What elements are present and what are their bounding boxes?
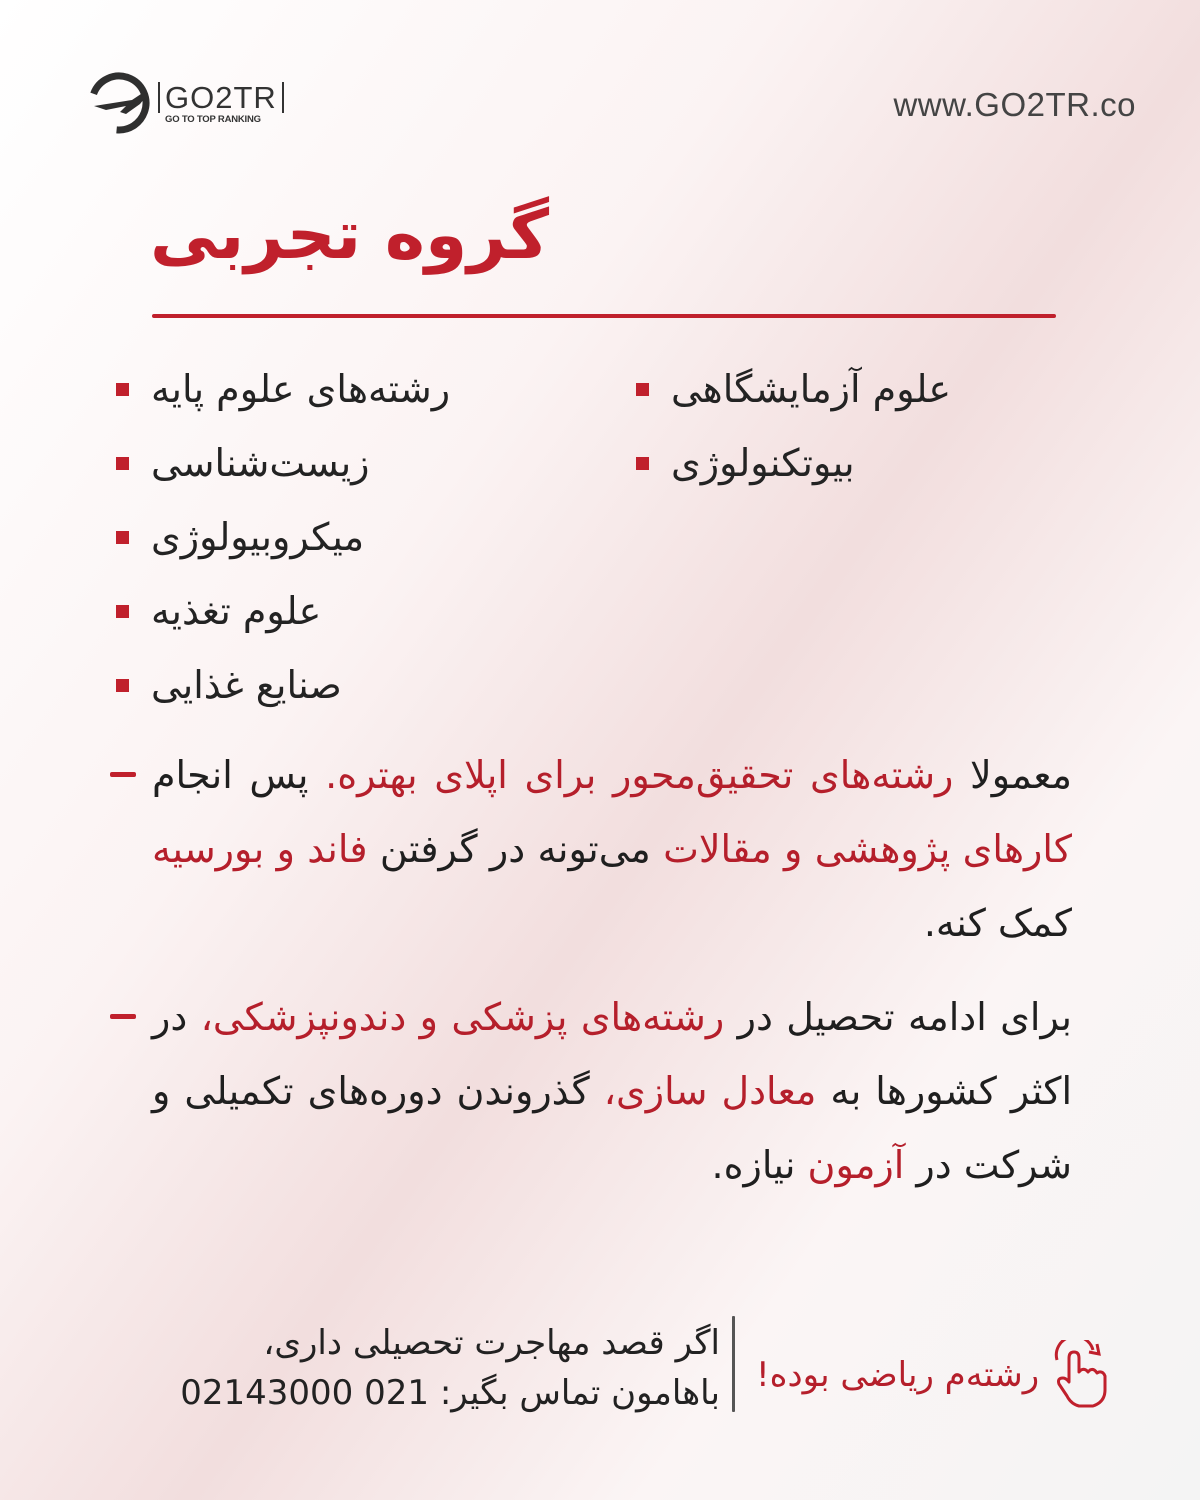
list-item-label: علوم تغذیه: [151, 589, 322, 633]
cta-link[interactable]: [756, 1340, 1111, 1410]
square-bullet-icon: [116, 383, 129, 396]
paragraph-segment: در اکثر کشورها به: [152, 995, 1072, 1113]
list-item: [636, 426, 1036, 500]
list-item: [116, 648, 516, 722]
paragraph-body: [152, 738, 1072, 960]
page-title: گروه تجربی: [150, 196, 550, 275]
brand-logo[interactable]: [86, 70, 284, 136]
list-item-label: میکروبیولوژی: [151, 515, 365, 559]
list-item: [116, 352, 516, 426]
list-item: [116, 500, 516, 574]
square-bullet-icon: [636, 457, 649, 470]
paragraph-segment: معمولا: [953, 753, 1073, 797]
contact-block: [60, 1318, 720, 1418]
contact-line: اگر قصد مهاجرت تحصیلی داری،: [263, 1323, 720, 1363]
logo-wordmark: [158, 79, 284, 125]
logo-name: GO2TR: [158, 82, 284, 113]
fields-list-right-column: [116, 352, 516, 722]
title-underline: [152, 314, 1056, 318]
research-paragraph: [110, 738, 1072, 960]
logo-tagline: GO TO TOP RANKING: [165, 113, 261, 125]
paragraph-highlight: فاند و بورسیه: [152, 827, 368, 871]
cta-label: رشته‌م ریاضی بوده!: [756, 1355, 1040, 1395]
list-item-label: صنایع غذایی: [151, 663, 342, 707]
airplane-logo-icon: [86, 70, 152, 136]
paragraph-segment: پس انجام: [152, 753, 326, 797]
square-bullet-icon: [636, 383, 649, 396]
square-bullet-icon: [116, 605, 129, 618]
square-bullet-icon: [116, 679, 129, 692]
paragraph-segment: می‌تونه در گرفتن: [367, 827, 664, 871]
paragraph-segment: گذروندن دوره‌های تکمیلی و شرکت در: [152, 1069, 1072, 1187]
paragraph-segment: کمک کنه.: [923, 901, 1072, 945]
dash-bullet-icon: [110, 772, 136, 777]
list-item-label: زیست‌شناسی: [151, 441, 370, 485]
paragraph-segment: نیازه.: [711, 1143, 808, 1187]
hand-pointer-icon: [1053, 1340, 1111, 1410]
medical-paragraph: [110, 980, 1072, 1202]
paragraph-highlight: معادل سازی،: [603, 1069, 817, 1113]
list-item: [636, 352, 1036, 426]
paragraph-highlight: رشته‌های تحقیق‌محور برای اپلای بهتره.: [325, 753, 954, 797]
paragraph-body: [152, 980, 1072, 1202]
square-bullet-icon: [116, 457, 129, 470]
paragraph-highlight: آزمون: [807, 1143, 905, 1187]
dash-bullet-icon: [110, 1014, 136, 1019]
square-bullet-icon: [116, 531, 129, 544]
list-item: [116, 574, 516, 648]
paragraph-highlight: رشته‌های پزشکی و دندونپزشکی،: [200, 995, 725, 1039]
footer-divider: [732, 1316, 735, 1412]
list-item-label: رشته‌های علوم پایه: [151, 367, 451, 411]
list-item-label: بیوتکنولوژی: [671, 441, 855, 485]
paragraph-highlight: کارهای پژوهشی و مقالات: [663, 827, 1073, 871]
contact-phone-line[interactable]: باهامون تماس بگیر: 021 02143000: [180, 1373, 720, 1413]
paragraph-segment: برای ادامه تحصیل در: [724, 995, 1072, 1039]
list-item: [116, 426, 516, 500]
fields-list-left-column: [636, 352, 1036, 500]
website-link[interactable]: www.GO2TR.co: [893, 86, 1136, 123]
list-item-label: علوم آزمایشگاهی: [671, 367, 952, 411]
